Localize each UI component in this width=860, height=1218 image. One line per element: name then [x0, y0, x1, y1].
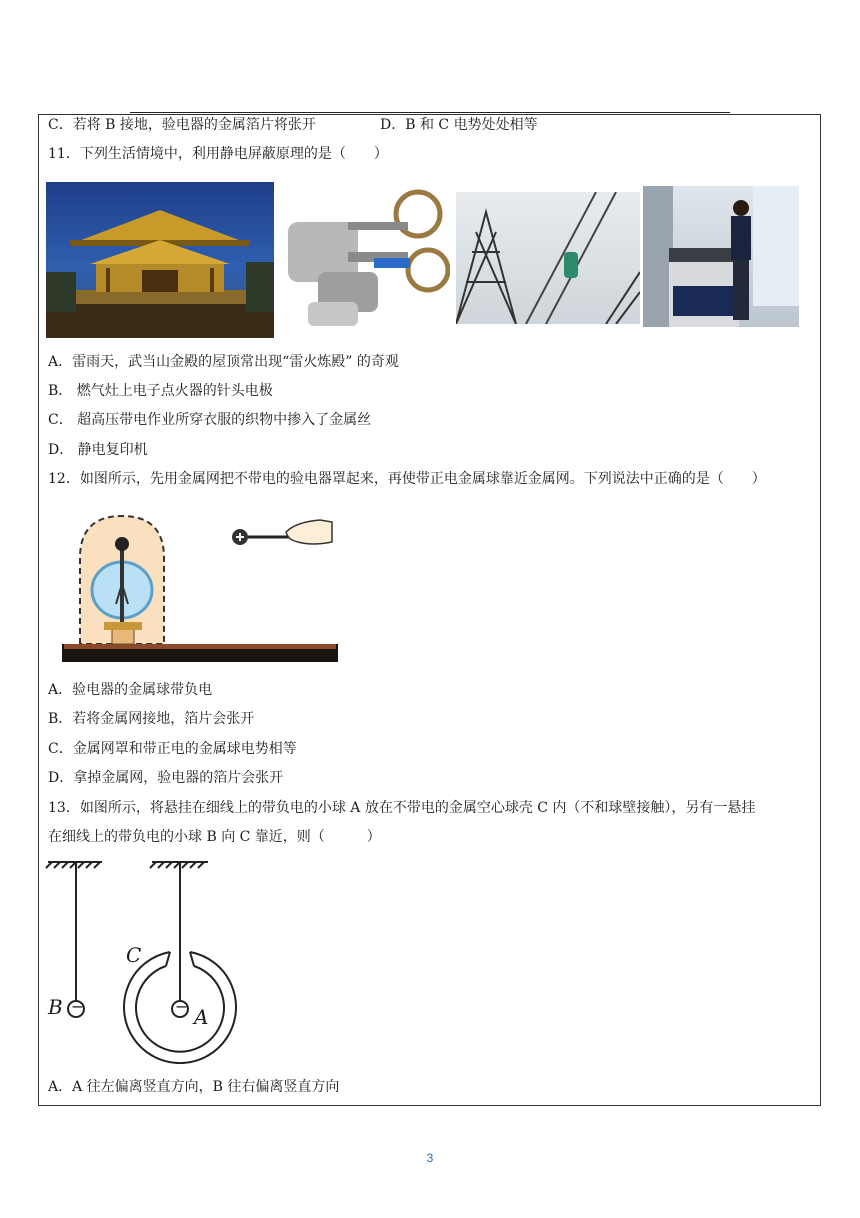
q11-option-b: B． 燃气灶上电子点火器的针头电极: [48, 383, 273, 399]
high-voltage-worker-photo: [456, 192, 640, 324]
q12-option-b: B．若将金属网接地，箔片会张开: [48, 711, 255, 727]
label-ball-b: B: [48, 995, 63, 1019]
q10-option-c: C．若将 B 接地，验电器的金属箔片将张开: [48, 117, 316, 133]
q12-option-c: C．金属网罩和带正电的金属球电势相等: [48, 741, 297, 757]
page-number: 3: [426, 1151, 434, 1165]
q12-option-a: A．验电器的金属球带负电: [48, 682, 213, 698]
q13-stem-line1: 13．如图所示，将悬挂在细线上的带负电的小球 A 放在不带电的金属空心球壳 C 内（不和球壁接触），另有一悬挂: [48, 800, 756, 816]
label-shell-c: C: [126, 943, 142, 967]
ball-b-sign: −: [71, 997, 85, 1016]
q12-stem: 12．如图所示，先用金属网把不带电的验电器罩起来，再使带正电金属球靠近金属网。下列说法中正确的是（ ）: [48, 471, 766, 487]
header-rule: [130, 112, 730, 113]
q11-option-a: A．雷雨天，武当山金殿的屋顶常出现“雷火炼殿” 的奇观: [48, 354, 399, 370]
golden-palace-photo: [46, 182, 274, 338]
q13-stem-line2: 在细线上的带负电的小球 B 向 C 靠近，则（ ）: [48, 829, 381, 845]
ball-a-sign: −: [175, 997, 189, 1016]
q12-option-d: D．拿掉金属网，验电器的箔片会张开: [48, 770, 284, 786]
q11-option-d: D． 静电复印机: [48, 442, 148, 458]
label-ball-a: A: [194, 1005, 209, 1029]
electronic-igniter-photo: [278, 182, 450, 338]
q11-option-c: C． 超高压带电作业所穿衣服的织物中掺入了金属丝: [48, 412, 372, 428]
copier-photo: [643, 186, 799, 327]
q10-option-d: D．B 和 C 电势处处相等: [380, 117, 538, 133]
electroscope-diagram: [60, 508, 342, 666]
q11-stem: 11．下列生活情境中，利用静电屏蔽原理的是（ ）: [48, 146, 388, 162]
hollow-shell-diagram: [44, 854, 244, 1064]
q13-option-a: A．A 往左偏离竖直方向，B 往右偏离竖直方向: [48, 1079, 340, 1095]
